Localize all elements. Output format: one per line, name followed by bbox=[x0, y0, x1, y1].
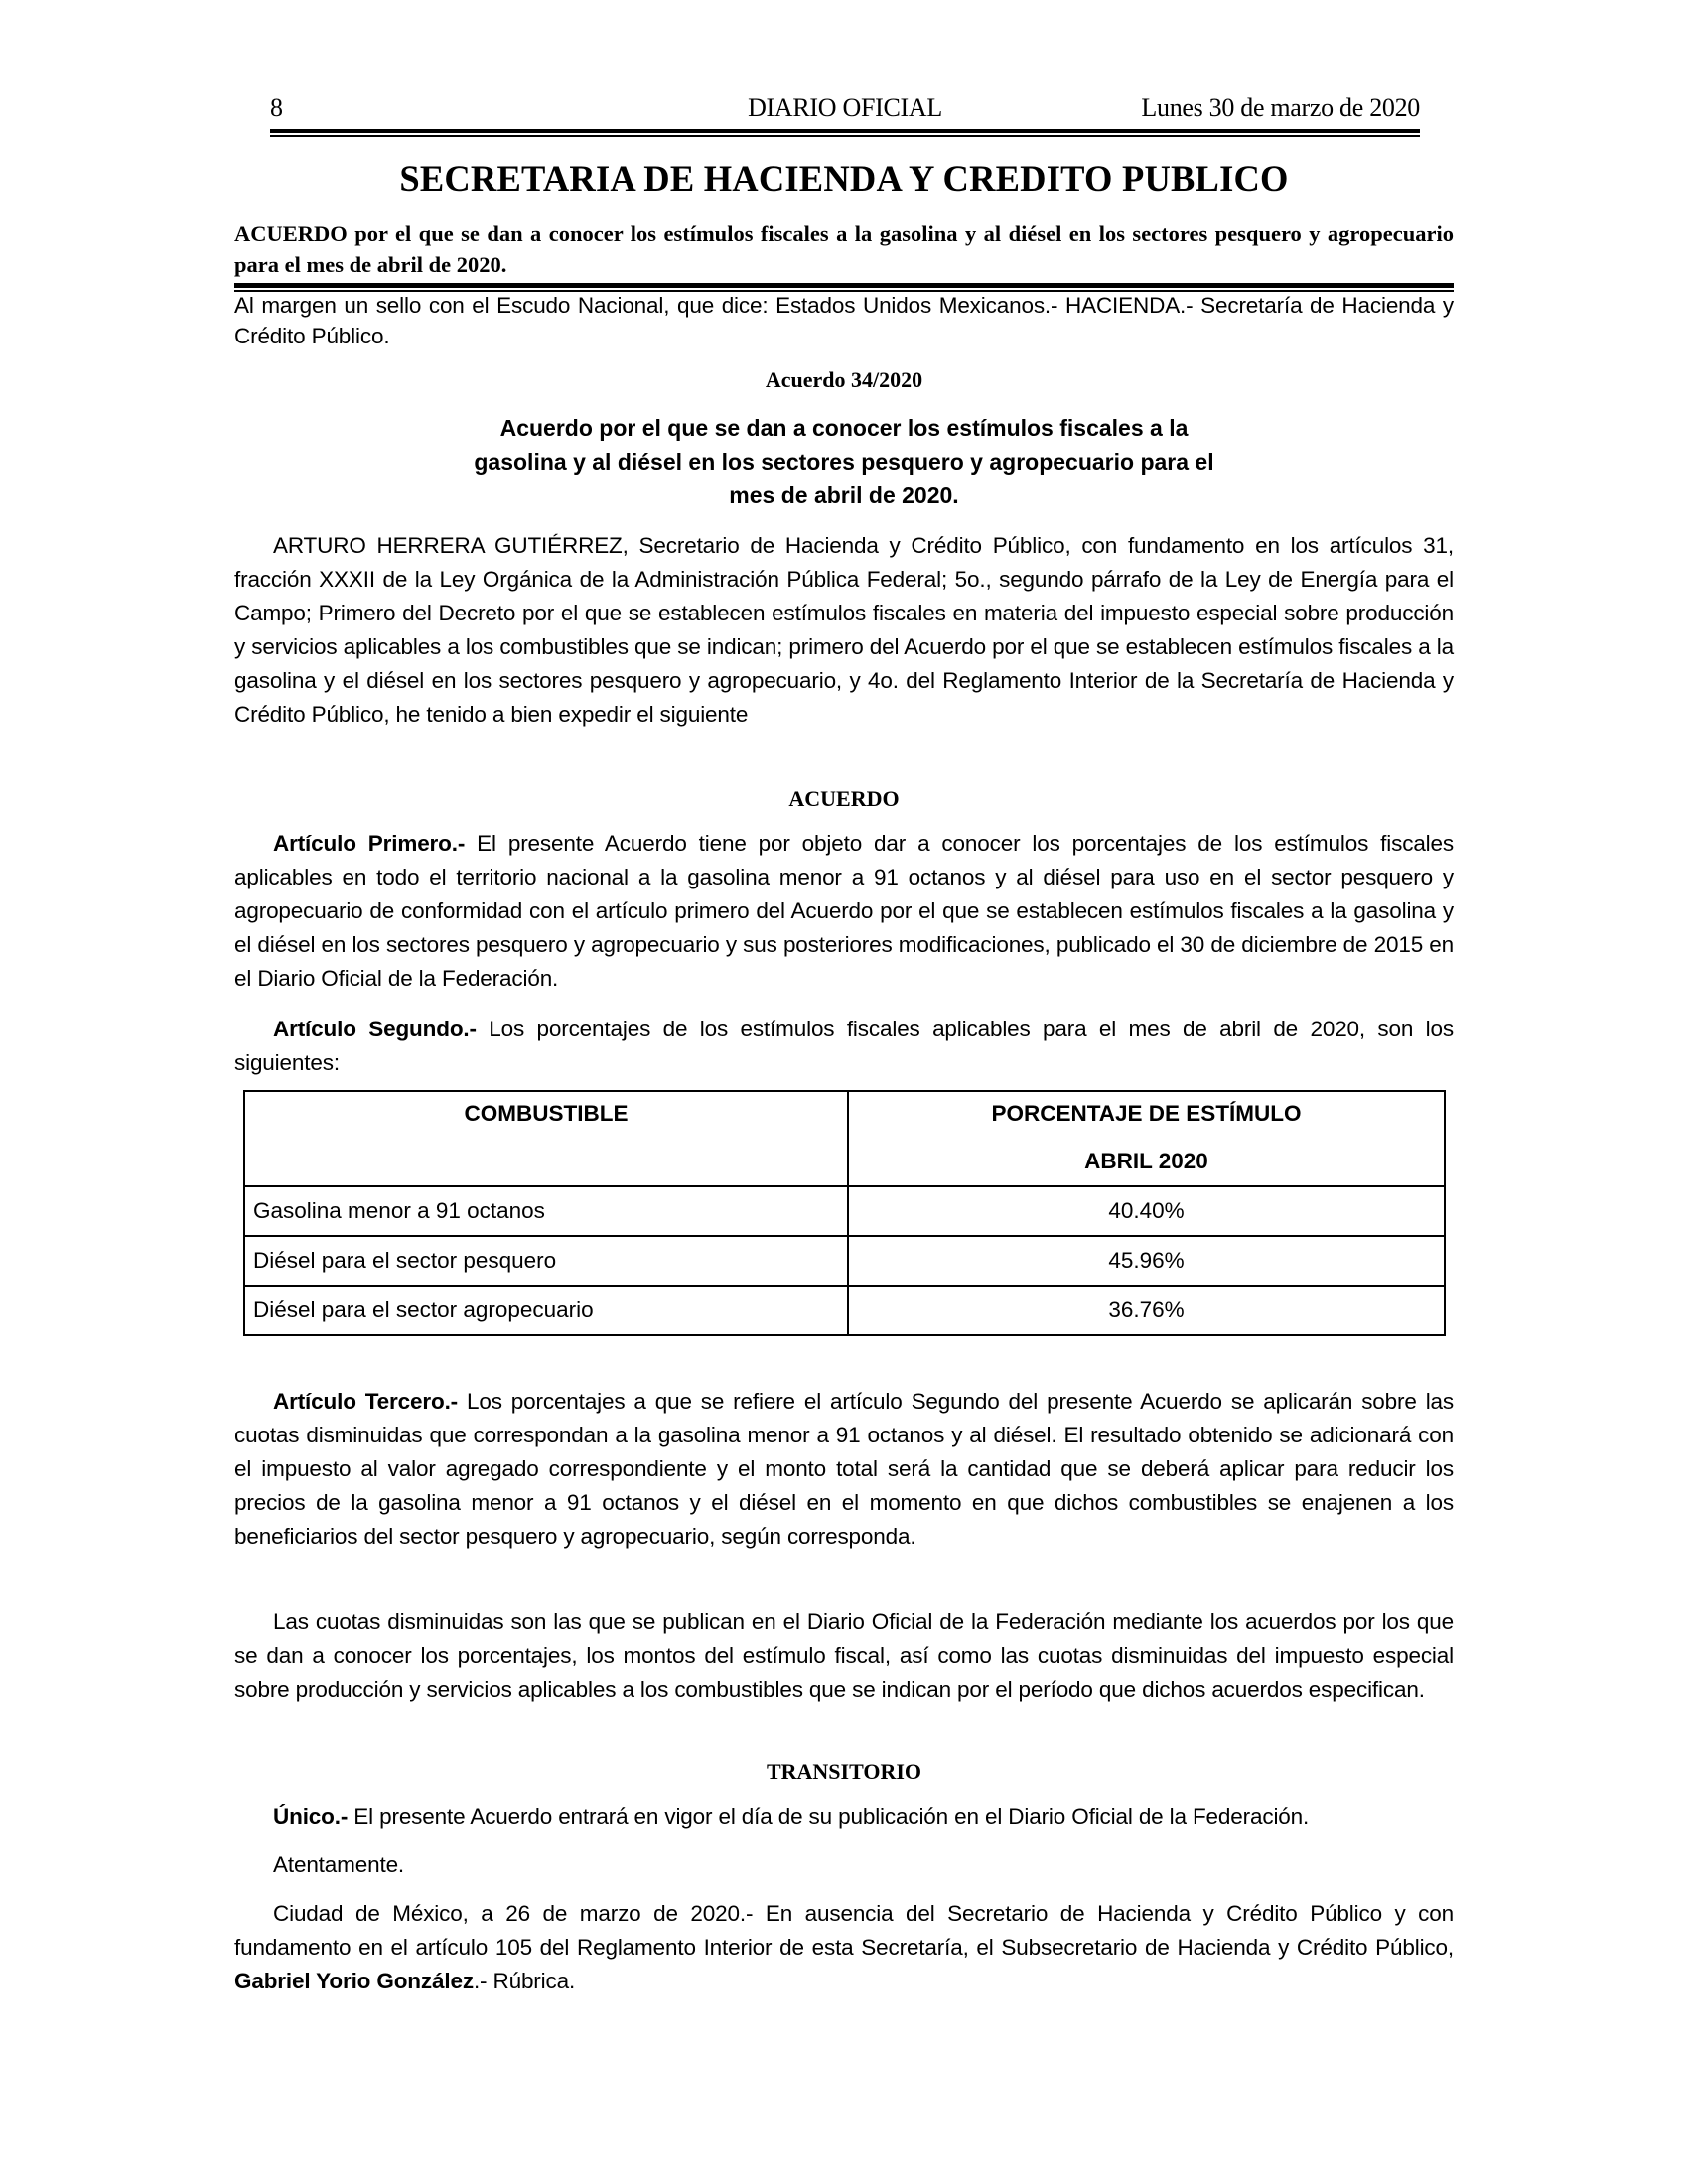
table-header-row bbox=[244, 1091, 1445, 1186]
agreement-title bbox=[234, 411, 1454, 512]
signature-paragraph bbox=[234, 1897, 1454, 1998]
table-row bbox=[244, 1236, 1445, 1286]
publication-date: Lunes 30 de marzo de 2020 bbox=[1141, 93, 1420, 122]
article-segundo-text: Los porcentajes de los estímulos fiscales aplicables para el mes de abril de 2020, son los siguientes: bbox=[234, 1017, 1454, 1075]
agreement-title-line: Acuerdo por el que se dan a conocer los estímulos fiscales a la bbox=[499, 415, 1189, 441]
signer-name: Gabriel Yorio González bbox=[234, 1969, 474, 1993]
table-row bbox=[244, 1186, 1445, 1236]
signature-rubrica: .- Rúbrica. bbox=[473, 1969, 576, 1993]
article-primero bbox=[234, 827, 1454, 996]
unico-label: Único.- bbox=[273, 1804, 349, 1829]
table-row bbox=[244, 1286, 1445, 1335]
page-number: 8 bbox=[270, 93, 283, 122]
article-tercero-label: Artículo Tercero.- bbox=[273, 1389, 459, 1414]
article-primero-text: El presente Acuerdo tiene por objeto dar a conocer los porcentajes de los estímulos fiscales aplicables en todo el territorio nacional a la gasolina menor a 91 octanos y al diésel para uso en el sector pesquero y agropecuario de conformidad con el artículo primero del Acuerdo por el que se establecen estímulos fiscales a la gasolina y el diésel en los sectores pesquero y agropecuario y sus posteriores modificaciones, publicado el 30 de diciembre de 2015 en el Diario Oficial de la Federación. bbox=[234, 831, 1454, 991]
article-tercero bbox=[234, 1385, 1454, 1554]
column-header-percent: PORCENTAJE DE ESTÍMULO ABRIL 2020 bbox=[848, 1091, 1445, 1186]
section-title: SECRETARIA DE HACIENDA Y CREDITO PUBLICO bbox=[399, 158, 1289, 199]
seal-note: Al margen un sello con el Escudo Nacional, que dice: Estados Unidos Mexicanos.- HACIENDA.- Secretaría de Hacienda y Crédito Público. bbox=[234, 293, 1454, 348]
percent-cell: 45.96% bbox=[848, 1236, 1445, 1286]
transitory-unico bbox=[234, 1800, 1454, 1834]
article-segundo bbox=[234, 1013, 1454, 1080]
fuel-cell: Diésel para el sector pesquero bbox=[244, 1236, 848, 1286]
header-double-rule bbox=[270, 129, 1420, 137]
transitorio-heading: TRANSITORIO bbox=[766, 1759, 922, 1784]
fuel-cell: Diésel para el sector agropecuario bbox=[244, 1286, 848, 1335]
article-primero-label: Artículo Primero.- bbox=[273, 831, 466, 856]
publication-name: DIARIO OFICIAL bbox=[748, 93, 942, 122]
percent-cell: 40.40% bbox=[848, 1186, 1445, 1236]
column-header-fuel: COMBUSTIBLE bbox=[244, 1091, 848, 1186]
running-header bbox=[270, 93, 1420, 133]
stimulus-table bbox=[243, 1090, 1446, 1336]
unico-text: El presente Acuerdo entrará en vigor el día de su publicación en el Diario Oficial de la Federación. bbox=[348, 1804, 1310, 1829]
signature-preface: Ciudad de México, a 26 de marzo de 2020.- En ausencia del Secretario de Hacienda y Crédito Público y con fundamento en el artículo 105 del Reglamento Interior de esta Secretaría, el Subsecretario de Hacienda y Crédito Público, bbox=[234, 1901, 1454, 1960]
preamble-paragraph: ARTURO HERRERA GUTIÉRREZ, Secretario de Hacienda y Crédito Público, con fundamento en los artículos 31, fracción XXXII de la Ley Orgánica de la Administración Pública Federal; 5o., segundo párrafo de la Ley de Energía para el Campo; Primero del Decreto por el que se establecen estímulos fiscales en materia del impuesto especial sobre producción y servicios aplicables a los combustibles que se indican; primero del Acuerdo por el que se establecen estímulos fiscales a la gasolina y el diésel en los sectores pesquero y agropecuario, y 4o. del Reglamento Interior de la Secretaría de Hacienda y Crédito Público, he tenido a bien expedir el siguiente bbox=[234, 533, 1454, 727]
agreement-title-line: mes de abril de 2020. bbox=[729, 482, 959, 508]
agreement-summary: ACUERDO por el que se dan a conocer los estímulos fiscales a la gasolina y al diésel en los sectores pesquero y agropecuario para el mes de abril de 2020. bbox=[234, 221, 1454, 277]
percent-cell: 36.76% bbox=[848, 1286, 1445, 1335]
closing-text: Atentamente. bbox=[273, 1852, 405, 1877]
article-segundo-label: Artículo Segundo.- bbox=[273, 1017, 477, 1041]
article-tercero-text: Los porcentajes a que se refiere el artículo Segundo del presente Acuerdo se aplicarán sobre las cuotas disminuidas que correspondan a la gasolina menor a 91 octanos y al diésel. El resultado obtenido se adicionará con el impuesto al valor agregado correspondiente y el monto total será la cantidad que se deberá aplicar para reducir los precios de la gasolina menor a 91 octanos y el diésel en el momento en que dichos combustibles se enajenen a los beneficiarios del sector pesquero y agropecuario, según corresponda. bbox=[234, 1389, 1455, 1549]
cuotas-paragraph: Las cuotas disminuidas son las que se publican en el Diario Oficial de la Federación mediante los acuerdos por los que se dan a conocer los porcentajes, los montos del estímulo fiscal, así como las cuotas disminuidas del impuesto especial sobre producción y servicios aplicables a los combustibles que se indican por el período que dichos acuerdos especifican. bbox=[234, 1609, 1454, 1702]
agreement-title-line: gasolina y al diésel en los sectores pesquero y agropecuario para el bbox=[474, 449, 1214, 475]
acuerdo-heading: ACUERDO bbox=[788, 786, 900, 811]
agreement-number: Acuerdo 34/2020 bbox=[765, 367, 923, 392]
fuel-cell: Gasolina menor a 91 octanos bbox=[244, 1186, 848, 1236]
